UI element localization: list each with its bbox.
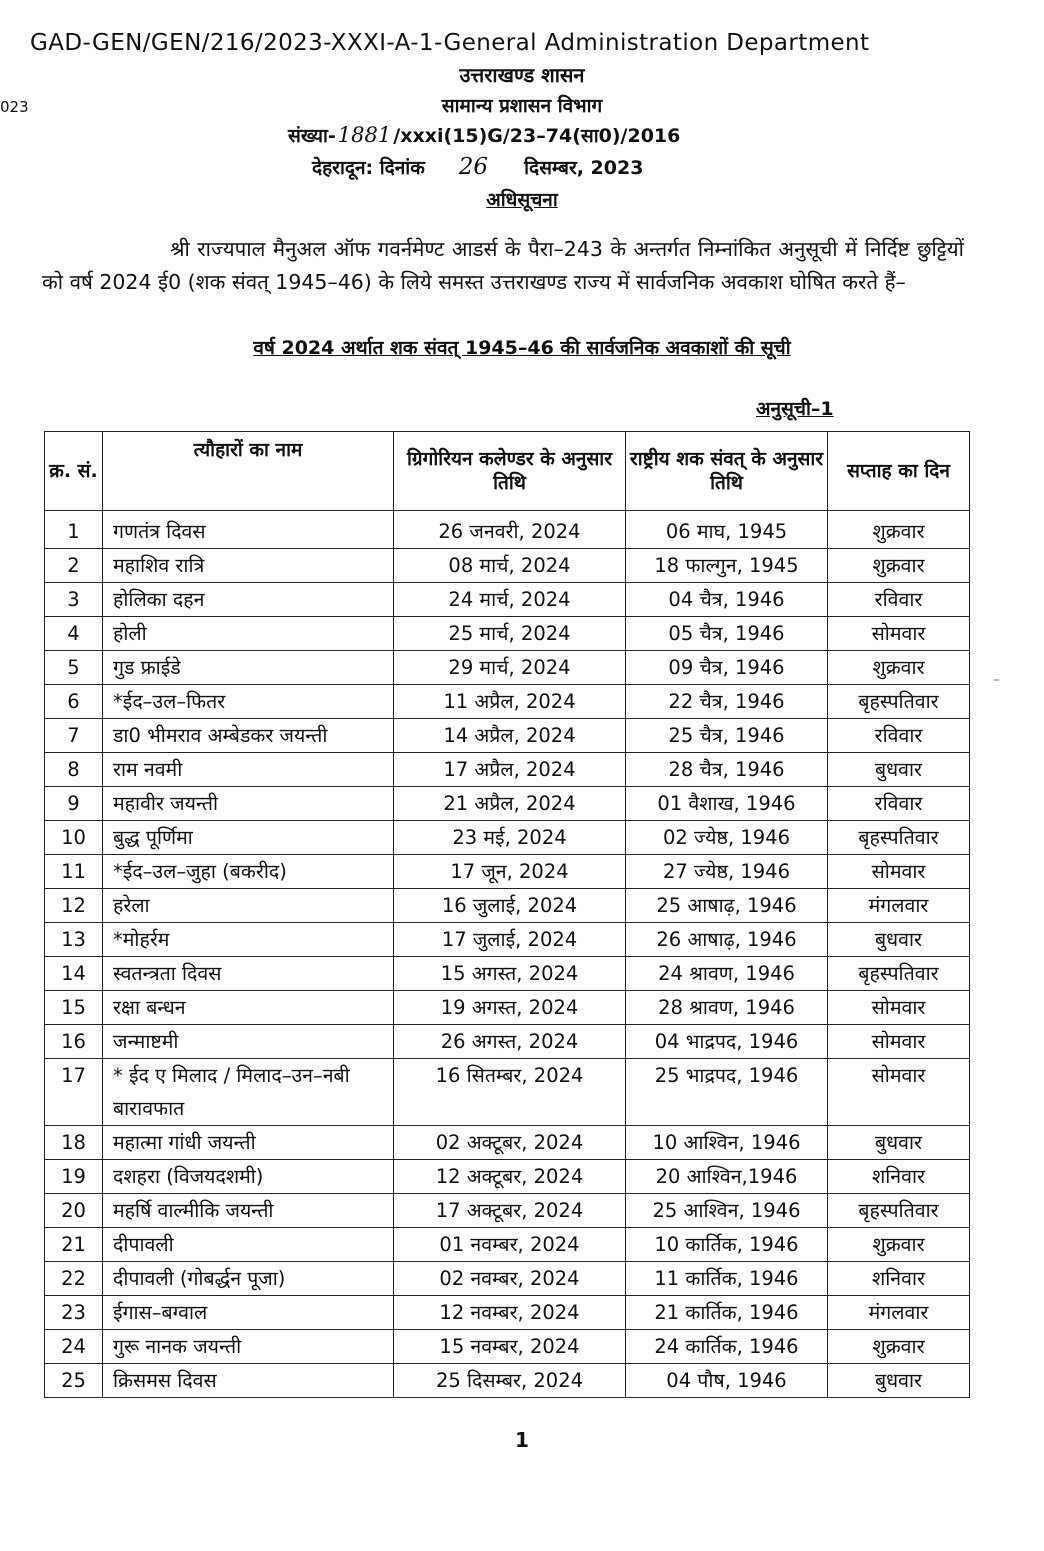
festival-name-cell: स्वतन्त्रता दिवस: [103, 957, 394, 991]
saka-date-cell: 26 आषाढ़, 1946: [626, 923, 828, 957]
weekday-cell: शुक्रवार: [828, 511, 970, 549]
gregorian-date-cell: 15 नवम्बर, 2024: [394, 1330, 626, 1364]
serial-cell: 17: [45, 1059, 103, 1126]
saka-date-cell: 21 कार्तिक, 1946: [626, 1296, 828, 1330]
header-festival-name: त्यौहारों का नाम: [103, 432, 394, 511]
festival-name-cell: *ईद–उल–फितर: [103, 685, 394, 719]
weekday-cell: सोमवार: [828, 617, 970, 651]
weekday-cell: शुक्रवार: [828, 549, 970, 583]
serial-cell: 12: [45, 889, 103, 923]
file-reference: GAD-GEN/GEN/216/2023-XXXI-A-1-General Administration Department: [30, 30, 870, 56]
table-row: [45, 1194, 970, 1228]
reference-prefix: संख्या-: [288, 125, 336, 147]
date-suffix: दिसम्बर, 2023: [524, 157, 644, 179]
festival-name-cell: दीपावली: [103, 1228, 394, 1262]
saka-date-cell: 28 श्रावण, 1946: [626, 991, 828, 1025]
festival-name-cell: महावीर जयन्ती: [103, 787, 394, 821]
table-row: [45, 685, 970, 719]
weekday-cell: सोमवार: [828, 991, 970, 1025]
gregorian-date-cell: 26 जनवरी, 2024: [394, 511, 626, 549]
saka-date-cell: 10 आश्विन, 1946: [626, 1126, 828, 1160]
weekday-cell: सोमवार: [828, 1025, 970, 1059]
handwritten-date: 26: [458, 154, 489, 180]
weekday-cell: रविवार: [828, 787, 970, 821]
gregorian-date-cell: 02 नवम्बर, 2024: [394, 1262, 626, 1296]
gregorian-date-cell: 19 अगस्त, 2024: [394, 991, 626, 1025]
saka-date-cell: 24 कार्तिक, 1946: [626, 1330, 828, 1364]
saka-date-cell: 20 आश्विन,1946: [626, 1160, 828, 1194]
festival-name-cell: जन्माष्टमी: [103, 1025, 394, 1059]
table-row: [45, 855, 970, 889]
serial-cell: 22: [45, 1262, 103, 1296]
weekday-cell: रविवार: [828, 583, 970, 617]
table-row: [45, 719, 970, 753]
gregorian-date-cell: 21 अप्रैल, 2024: [394, 787, 626, 821]
table-row: [45, 821, 970, 855]
table-row: [45, 957, 970, 991]
serial-cell: 18: [45, 1126, 103, 1160]
festival-name-cell: *मोहर्रम: [103, 923, 394, 957]
weekday-cell: शनिवार: [828, 1262, 970, 1296]
weekday-cell: बृहस्पतिवार: [828, 957, 970, 991]
table-row: [45, 1228, 970, 1262]
department-name: सामान्य प्रशासन विभाग: [441, 95, 603, 117]
gregorian-date-cell: 26 अगस्त, 2024: [394, 1025, 626, 1059]
saka-date-cell: 25 आषाढ़, 1946: [626, 889, 828, 923]
table-row: [45, 511, 970, 549]
saka-date-cell: 11 कार्तिक, 1946: [626, 1262, 828, 1296]
festival-name-cell: दशहरा (विजयदशमी): [103, 1160, 394, 1194]
weekday-cell: सोमवार: [828, 855, 970, 889]
weekday-cell: बृहस्पतिवार: [828, 685, 970, 719]
reference-number: [288, 122, 680, 148]
header-weekday: सप्ताह का दिन: [828, 432, 970, 511]
festival-name-cell: हरेला: [103, 889, 394, 923]
gregorian-date-cell: 15 अगस्त, 2024: [394, 957, 626, 991]
weekday-cell: सोमवार: [828, 1059, 970, 1126]
gregorian-date-cell: 02 अक्टूबर, 2024: [394, 1126, 626, 1160]
table-header-row: [45, 432, 970, 511]
weekday-cell: शुक्रवार: [828, 651, 970, 685]
serial-cell: 3: [45, 583, 103, 617]
gregorian-date-cell: 25 दिसम्बर, 2024: [394, 1364, 626, 1398]
festival-name-cell: * ईद ए मिलाद / मिलाद–उन–नबी बारावफात: [103, 1059, 394, 1126]
header-gregorian-date: ग्रिगोरियन कलेण्डर के अनुसार तिथि: [394, 432, 626, 511]
table-row: [45, 617, 970, 651]
gregorian-date-cell: 11 अप्रैल, 2024: [394, 685, 626, 719]
gregorian-date-cell: 17 अक्टूबर, 2024: [394, 1194, 626, 1228]
serial-cell: 6: [45, 685, 103, 719]
festival-name-cell: डा0 भीमराव अम्बेडकर जयन्ती: [103, 719, 394, 753]
weekday-cell: बृहस्पतिवार: [828, 1194, 970, 1228]
gregorian-date-cell: 24 मार्च, 2024: [394, 583, 626, 617]
weekday-cell: शुक्रवार: [828, 1330, 970, 1364]
festival-name-cell: महाशिव रात्रि: [103, 549, 394, 583]
weekday-cell: शुक्रवार: [828, 1228, 970, 1262]
saka-date-cell: 02 ज्येष्ठ, 1946: [626, 821, 828, 855]
table-row: [45, 1160, 970, 1194]
margin-year-fragment: 023: [0, 98, 29, 116]
serial-cell: 10: [45, 821, 103, 855]
serial-cell: 24: [45, 1330, 103, 1364]
festival-name-cell: महर्षि वाल्मीकि जयन्ती: [103, 1194, 394, 1228]
gregorian-date-cell: 23 मई, 2024: [394, 821, 626, 855]
weekday-cell: मंगलवार: [828, 889, 970, 923]
serial-cell: 7: [45, 719, 103, 753]
serial-cell: 11: [45, 855, 103, 889]
saka-date-cell: 28 चैत्र, 1946: [626, 753, 828, 787]
gregorian-date-cell: 29 मार्च, 2024: [394, 651, 626, 685]
table-row: [45, 1025, 970, 1059]
weekday-cell: बुधवार: [828, 753, 970, 787]
table-row: [45, 923, 970, 957]
margin-mark: –: [993, 672, 1000, 688]
serial-cell: 23: [45, 1296, 103, 1330]
gregorian-date-cell: 17 जून, 2024: [394, 855, 626, 889]
notification-heading: अधिसूचना: [486, 189, 558, 211]
gregorian-date-cell: 01 नवम्बर, 2024: [394, 1228, 626, 1262]
festival-name-cell: गणतंत्र दिवस: [103, 511, 394, 549]
handwritten-reference-number: 1881: [337, 123, 392, 147]
saka-date-cell: 25 आश्विन, 1946: [626, 1194, 828, 1228]
table-row: [45, 753, 970, 787]
serial-cell: 16: [45, 1025, 103, 1059]
saka-date-cell: 04 चैत्र, 1946: [626, 583, 828, 617]
government-name: उत्तराखण्ड शासन: [459, 63, 585, 87]
serial-cell: 2: [45, 549, 103, 583]
table-row: [45, 1126, 970, 1160]
serial-cell: 9: [45, 787, 103, 821]
weekday-cell: रविवार: [828, 719, 970, 753]
saka-date-cell: 04 भाद्रपद, 1946: [626, 1025, 828, 1059]
saka-date-cell: 27 ज्येष्ठ, 1946: [626, 855, 828, 889]
saka-date-cell: 04 पौष, 1946: [626, 1364, 828, 1398]
header-serial: क्र. सं.: [45, 432, 103, 511]
serial-cell: 14: [45, 957, 103, 991]
saka-date-cell: 10 कार्तिक, 1946: [626, 1228, 828, 1262]
weekday-cell: मंगलवार: [828, 1296, 970, 1330]
festival-name-cell: होलिका दहन: [103, 583, 394, 617]
gregorian-date-cell: 08 मार्च, 2024: [394, 549, 626, 583]
page-number: 1: [515, 1428, 529, 1452]
serial-cell: 20: [45, 1194, 103, 1228]
festival-name-cell: क्रिसमस दिवस: [103, 1364, 394, 1398]
gregorian-date-cell: 12 नवम्बर, 2024: [394, 1296, 626, 1330]
gregorian-date-cell: 16 जुलाई, 2024: [394, 889, 626, 923]
table-row: [45, 991, 970, 1025]
header-saka-date: राष्ट्रीय शक संवत् के अनुसार तिथि: [626, 432, 828, 511]
serial-cell: 19: [45, 1160, 103, 1194]
table-row: [45, 787, 970, 821]
gregorian-date-cell: 17 जुलाई, 2024: [394, 923, 626, 957]
serial-cell: 8: [45, 753, 103, 787]
saka-date-cell: 18 फाल्गुन, 1945: [626, 549, 828, 583]
gregorian-date-cell: 14 अप्रैल, 2024: [394, 719, 626, 753]
saka-date-cell: 05 चैत्र, 1946: [626, 617, 828, 651]
list-title: वर्ष 2024 अर्थात शक संवत् 1945–46 की सार्वजनिक अवकाशों की सूची: [253, 337, 791, 359]
weekday-cell: बुधवार: [828, 1364, 970, 1398]
weekday-cell: बुधवार: [828, 923, 970, 957]
holiday-table: [44, 431, 970, 1398]
festival-name-cell: ईगास–बग्वाल: [103, 1296, 394, 1330]
festival-name-cell: राम नवमी: [103, 753, 394, 787]
saka-date-cell: 06 माघ, 1945: [626, 511, 828, 549]
serial-cell: 25: [45, 1364, 103, 1398]
saka-date-cell: 01 वैशाख, 1946: [626, 787, 828, 821]
table-row: [45, 1262, 970, 1296]
table-row: [45, 1330, 970, 1364]
festival-name-cell: महात्मा गांधी जयन्ती: [103, 1126, 394, 1160]
festival-name-cell: दीपावली (गोबर्द्धन पूजा): [103, 1262, 394, 1296]
serial-cell: 15: [45, 991, 103, 1025]
festival-name-cell: गुड फ्राईडे: [103, 651, 394, 685]
festival-name-cell: *ईद–उल–जुहा (बकरीद): [103, 855, 394, 889]
table-row: [45, 549, 970, 583]
serial-cell: 21: [45, 1228, 103, 1262]
serial-cell: 5: [45, 651, 103, 685]
festival-name-cell: होली: [103, 617, 394, 651]
date-line: [312, 154, 643, 180]
table-row: [45, 651, 970, 685]
gregorian-date-cell: 16 सितम्बर, 2024: [394, 1059, 626, 1126]
serial-cell: 1: [45, 511, 103, 549]
table-row: [45, 1059, 970, 1126]
table-row: [45, 1364, 970, 1398]
saka-date-cell: 09 चैत्र, 1946: [626, 651, 828, 685]
reference-suffix: /xxxi(15)G/23–74(सा0)/2016: [393, 125, 681, 147]
table-row: [45, 889, 970, 923]
saka-date-cell: 25 चैत्र, 1946: [626, 719, 828, 753]
weekday-cell: शनिवार: [828, 1160, 970, 1194]
festival-name-cell: गुरू नानक जयन्ती: [103, 1330, 394, 1364]
serial-cell: 4: [45, 617, 103, 651]
saka-date-cell: 22 चैत्र, 1946: [626, 685, 828, 719]
saka-date-cell: 24 श्रावण, 1946: [626, 957, 828, 991]
festival-name-cell: रक्षा बन्धन: [103, 991, 394, 1025]
schedule-label: अनुसूची–1: [756, 398, 834, 420]
gregorian-date-cell: 17 अप्रैल, 2024: [394, 753, 626, 787]
table-row: [45, 583, 970, 617]
weekday-cell: बुधवार: [828, 1126, 970, 1160]
gregorian-date-cell: 12 अक्टूबर, 2024: [394, 1160, 626, 1194]
intro-paragraph: श्री राज्यपाल मैनुअल ऑफ गवर्नमेण्ट आडर्स के पैरा–243 के अन्तर्गत निम्नांकित अनुसूची में निर्दिष्ट छुट्टियों को वर्ष 2024 ई0 (शक संवत् 1945–46) के लिये समस्त उत्तराखण्ड राज्य में सार्वजनिक अवकाश घोषित करते हैं–: [42, 237, 964, 294]
weekday-cell: बृहस्पतिवार: [828, 821, 970, 855]
table-row: [45, 1296, 970, 1330]
gregorian-date-cell: 25 मार्च, 2024: [394, 617, 626, 651]
festival-name-cell: बुद्ध पूर्णिमा: [103, 821, 394, 855]
date-prefix: देहरादून: दिनांक: [312, 157, 425, 179]
saka-date-cell: 25 भाद्रपद, 1946: [626, 1059, 828, 1126]
serial-cell: 13: [45, 923, 103, 957]
